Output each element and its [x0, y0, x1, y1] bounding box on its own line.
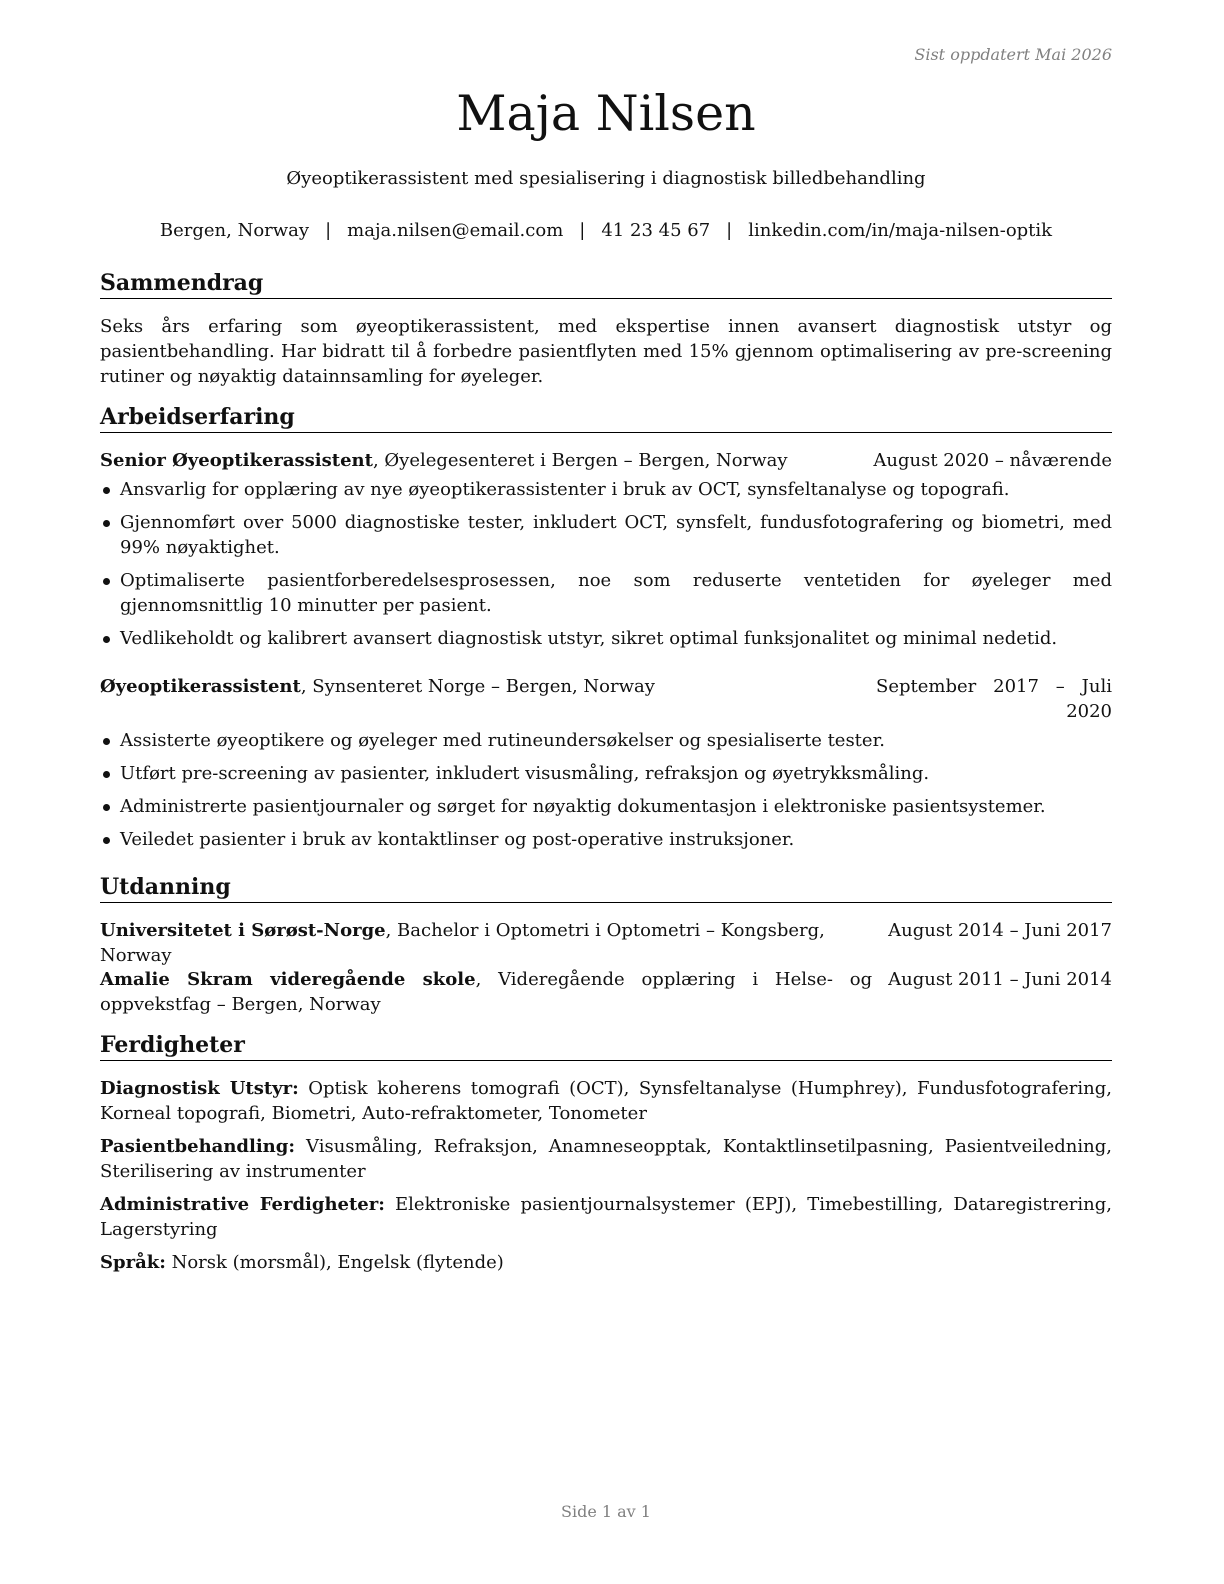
skill-value: Optisk koherens tomografi (OCT), Synsfeltanalyse (Humphrey), Fundusfotografering, Korneal topografi, Biometri, Auto-refraktometer, Tonometer	[100, 1078, 1112, 1124]
contact-separator: |	[579, 220, 586, 241]
section-title-skills: Ferdigheter	[100, 1032, 1112, 1061]
candidate-name: Maja Nilsen	[456, 85, 756, 142]
skill-label: Diagnostisk Utstyr:	[100, 1078, 299, 1099]
page-number: Side 1 av 1	[561, 1502, 651, 1521]
skills-list	[100, 1076, 1112, 1283]
list-item: Administrerte pasientjournaler og sørget for nøyaktig dokumentasjon i elektroniske pasientsystemer.	[100, 794, 1112, 819]
section-title-experience: Arbeidserfaring	[100, 404, 1112, 433]
skill-value: Visusmåling, Refraksjon, Anamneseopptak, Kontaktlinsetilpasning, Pasientveiledning, Sterilisering av instrumenter	[100, 1136, 1112, 1182]
list-item: Gjennomført over 5000 diagnostiske tester, inkludert OCT, synsfelt, fundusfotografering og biometri, med 99% nøyaktighet.	[100, 510, 1112, 560]
school-detail: , Bachelor i Optometri i Optometri – Kongsberg, Norway	[100, 920, 825, 966]
job-org: , Øyelegesenteret i Bergen – Bergen, Norway	[372, 450, 788, 471]
list-item: Optimaliserte pasientforberedelsesprosessen, noe som reduserte ventetiden for øyeleger med gjennomsnittlig 10 minutter per pasient.	[100, 568, 1112, 618]
skill-row	[100, 1076, 1112, 1126]
list-item: Assisterte øyeoptikere og øyeleger med rutineundersøkelser og spesialiserte tester.	[100, 728, 1112, 753]
job-bullets	[100, 728, 1112, 852]
job-dates: September 2017 – Juli 2020	[876, 676, 1112, 722]
skill-row	[100, 1250, 1112, 1275]
contact-email[interactable]: maja.nilsen@email.com	[347, 220, 564, 241]
list-item: Utført pre-screening av pasienter, inkludert visusmåling, refraksjon og øyetrykksmåling.	[100, 761, 1112, 786]
education-dates: August 2011 – Juni 2014	[888, 969, 1112, 990]
skill-row	[100, 1134, 1112, 1184]
summary-text: Seks års erfaring som øyeoptikerassistent, med ekspertise innen avansert diagnostisk utstyr og pasientbehandling. Har bidratt til å forbedre pasientflyten med 15% gjennom optimalisering av pre-screening rutiner og nøyaktig datainnsamling for øyeleger.	[100, 316, 1112, 387]
contact-location: Bergen, Norway	[159, 220, 310, 241]
list-item: Ansvarlig for opplæring av nye øyeoptikerassistenter i bruk av OCT, synsfeltanalyse og topografi.	[100, 477, 1112, 502]
skill-value: Norsk (morsmål), Engelsk (flytende)	[165, 1252, 504, 1273]
job-bullets	[100, 477, 1112, 651]
job-org: , Synsenteret Norge – Bergen, Norway	[300, 676, 655, 697]
contact-line	[100, 220, 1112, 241]
list-item: Vedlikeholdt og kalibrert avansert diagnostisk utstyr, sikret optimal funksjonalitet og minimal nedetid.	[100, 626, 1112, 651]
skill-label: Administrative Ferdigheter:	[100, 1194, 385, 1215]
contact-linkedin[interactable]: linkedin.com/in/maja-nilsen-optik	[748, 220, 1053, 241]
job-role: Øyeoptikerassistent	[100, 676, 301, 697]
skill-label: Pasientbehandling:	[100, 1136, 295, 1157]
education-entry	[100, 967, 1112, 1017]
school-name: Universitetet i Sørøst-Norge	[100, 920, 386, 941]
section-title-education: Utdanning	[100, 874, 1112, 903]
education-dates: August 2014 – Juni 2017	[888, 920, 1112, 941]
section-title-summary: Sammendrag	[100, 270, 1112, 299]
school-name: Amalie Skram videregående skole	[100, 969, 476, 990]
education-entry	[100, 918, 1112, 968]
job-header	[100, 674, 1112, 724]
school-detail: , Videregående opplæring i Helse- og oppvekstfag – Bergen, Norway	[100, 969, 873, 1015]
job-role: Senior Øyeoptikerassistent	[100, 450, 373, 471]
job-header	[100, 448, 1112, 473]
last-updated: Sist oppdatert Mai 2026	[914, 45, 1112, 64]
contact-separator: |	[325, 220, 332, 241]
job-entry	[100, 674, 1112, 860]
skill-label: Språk:	[100, 1252, 166, 1273]
tagline: Øyeoptikerassistent med spesialisering i diagnostisk billedbehandling	[286, 168, 926, 189]
list-item: Veiledet pasienter i bruk av kontaktlinser og post-operative instruksjoner.	[100, 827, 1112, 852]
skill-row	[100, 1192, 1112, 1242]
job-entry	[100, 448, 1112, 659]
job-dates: August 2020 – nåværende	[873, 450, 1112, 471]
contact-separator: |	[726, 220, 733, 241]
resume-page	[100, 0, 1112, 1584]
contact-phone: 41 23 45 67	[601, 220, 711, 241]
skill-value: Elektroniske pasientjournalsystemer (EPJ), Timebestilling, Dataregistrering, Lagerstyring	[100, 1194, 1112, 1240]
